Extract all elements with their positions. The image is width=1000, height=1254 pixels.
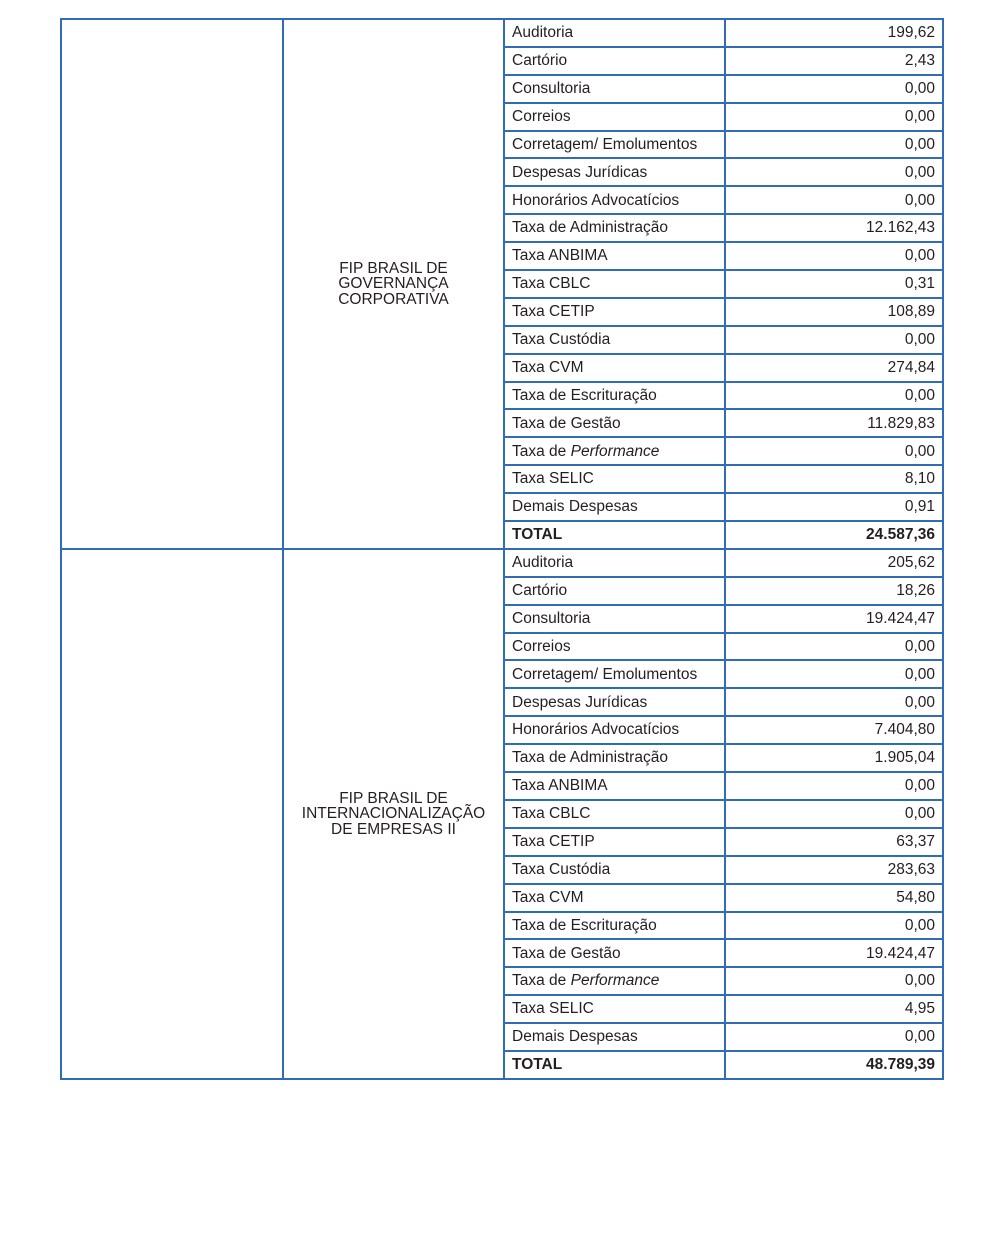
expense-item-cell: Taxa ANBIMA: [504, 772, 725, 800]
expense-value-cell: 0,31: [725, 270, 943, 298]
expense-value-cell: 54,80: [725, 884, 943, 912]
expense-item-cell: Taxa de Gestão: [504, 409, 725, 437]
expense-item-cell: Taxa CVM: [504, 354, 725, 382]
expense-value-cell: 0,00: [725, 131, 943, 159]
expense-value-cell: 199,62: [725, 19, 943, 47]
expense-item-cell: Demais Despesas: [504, 493, 725, 521]
expense-item-cell: Cartório: [504, 47, 725, 75]
expense-item-cell: Taxa SELIC: [504, 995, 725, 1023]
expense-item-cell: Honorários Advocatícios: [504, 716, 725, 744]
expense-item-emphasis: Performance: [570, 442, 660, 460]
expense-value-cell: 2,43: [725, 47, 943, 75]
expense-value-cell: 8,10: [725, 465, 943, 493]
expense-value-cell: 1.905,04: [725, 744, 943, 772]
expense-item-cell: [504, 967, 725, 995]
expense-item-cell: Taxa CBLC: [504, 270, 725, 298]
expense-value-cell: 19.424,47: [725, 939, 943, 967]
expense-value-cell: 7.404,80: [725, 716, 943, 744]
expense-value-cell: 0,00: [725, 437, 943, 465]
expenses-table-body: [61, 19, 943, 1079]
expense-value-cell: 283,63: [725, 856, 943, 884]
expense-value-cell: 0,00: [725, 103, 943, 131]
expense-value-cell: 63,37: [725, 828, 943, 856]
expense-value-cell: 4,95: [725, 995, 943, 1023]
expense-item-cell: Taxa de Gestão: [504, 939, 725, 967]
expense-item-cell: Despesas Jurídicas: [504, 158, 725, 186]
total-value: 24.587,36: [725, 521, 943, 549]
expense-item-cell: Taxa CETIP: [504, 828, 725, 856]
expense-value-cell: 0,00: [725, 772, 943, 800]
expense-item-cell: Taxa de Administração: [504, 744, 725, 772]
expense-value-cell: 0,00: [725, 75, 943, 103]
expense-item-cell: Consultoria: [504, 605, 725, 633]
expense-item-cell: Correios: [504, 633, 725, 661]
expense-value-cell: 0,00: [725, 326, 943, 354]
expense-item-cell: Taxa Custódia: [504, 856, 725, 884]
expense-value-cell: 0,91: [725, 493, 943, 521]
expense-item-cell: Taxa CVM: [504, 884, 725, 912]
expense-value-cell: 0,00: [725, 158, 943, 186]
expense-value-cell: 12.162,43: [725, 214, 943, 242]
expense-value-cell: 0,00: [725, 660, 943, 688]
expense-value-cell: 11.829,83: [725, 409, 943, 437]
total-label: TOTAL: [504, 521, 725, 549]
expense-value-cell: 205,62: [725, 549, 943, 577]
expense-item-cell: Despesas Jurídicas: [504, 688, 725, 716]
expense-value-cell: 18,26: [725, 577, 943, 605]
fund-name-cell: FIP BRASIL DE INTERNACIONALIZAÇÃO DE EMPRESAS II: [283, 549, 504, 1079]
empty-group-cell: [61, 549, 283, 1079]
expense-item-prefix: Taxa de: [512, 972, 571, 990]
expense-item-cell: Correios: [504, 103, 725, 131]
total-label: TOTAL: [504, 1051, 725, 1079]
expense-item-emphasis: Performance: [570, 972, 660, 990]
expense-value-cell: 0,00: [725, 633, 943, 661]
expenses-table: [60, 18, 944, 1080]
expense-item-cell: Demais Despesas: [504, 1023, 725, 1051]
expense-item-cell: Corretagem/ Emolumentos: [504, 660, 725, 688]
empty-group-cell: [61, 19, 283, 549]
expense-value-cell: 0,00: [725, 688, 943, 716]
expense-value-cell: 274,84: [725, 354, 943, 382]
expense-item-cell: Cartório: [504, 577, 725, 605]
expense-value-cell: 19.424,47: [725, 605, 943, 633]
expense-item-cell: Taxa de Escrituração: [504, 382, 725, 410]
table-row: [61, 19, 943, 47]
expense-value-cell: 0,00: [725, 242, 943, 270]
expense-value-cell: 0,00: [725, 382, 943, 410]
table-row: [61, 549, 943, 577]
expense-item-cell: Auditoria: [504, 549, 725, 577]
expense-item-cell: [504, 437, 725, 465]
expense-item-cell: Auditoria: [504, 19, 725, 47]
expense-item-cell: Taxa CBLC: [504, 800, 725, 828]
expense-item-cell: Honorários Advocatícios: [504, 186, 725, 214]
expense-item-cell: Taxa Custódia: [504, 326, 725, 354]
fund-name-cell: FIP BRASIL DE GOVERNANÇA CORPORATIVA: [283, 19, 504, 549]
expense-item-cell: Corretagem/ Emolumentos: [504, 131, 725, 159]
expense-value-cell: 0,00: [725, 1023, 943, 1051]
expense-value-cell: 108,89: [725, 298, 943, 326]
expense-item-prefix: Taxa de: [512, 442, 571, 460]
expense-item-cell: Consultoria: [504, 75, 725, 103]
expense-item-cell: Taxa de Escrituração: [504, 912, 725, 940]
expense-item-cell: Taxa CETIP: [504, 298, 725, 326]
expense-value-cell: 0,00: [725, 967, 943, 995]
expense-item-cell: Taxa ANBIMA: [504, 242, 725, 270]
expense-value-cell: 0,00: [725, 800, 943, 828]
total-value: 48.789,39: [725, 1051, 943, 1079]
expense-value-cell: 0,00: [725, 186, 943, 214]
expense-value-cell: 0,00: [725, 912, 943, 940]
expense-item-cell: Taxa de Administração: [504, 214, 725, 242]
expense-item-cell: Taxa SELIC: [504, 465, 725, 493]
